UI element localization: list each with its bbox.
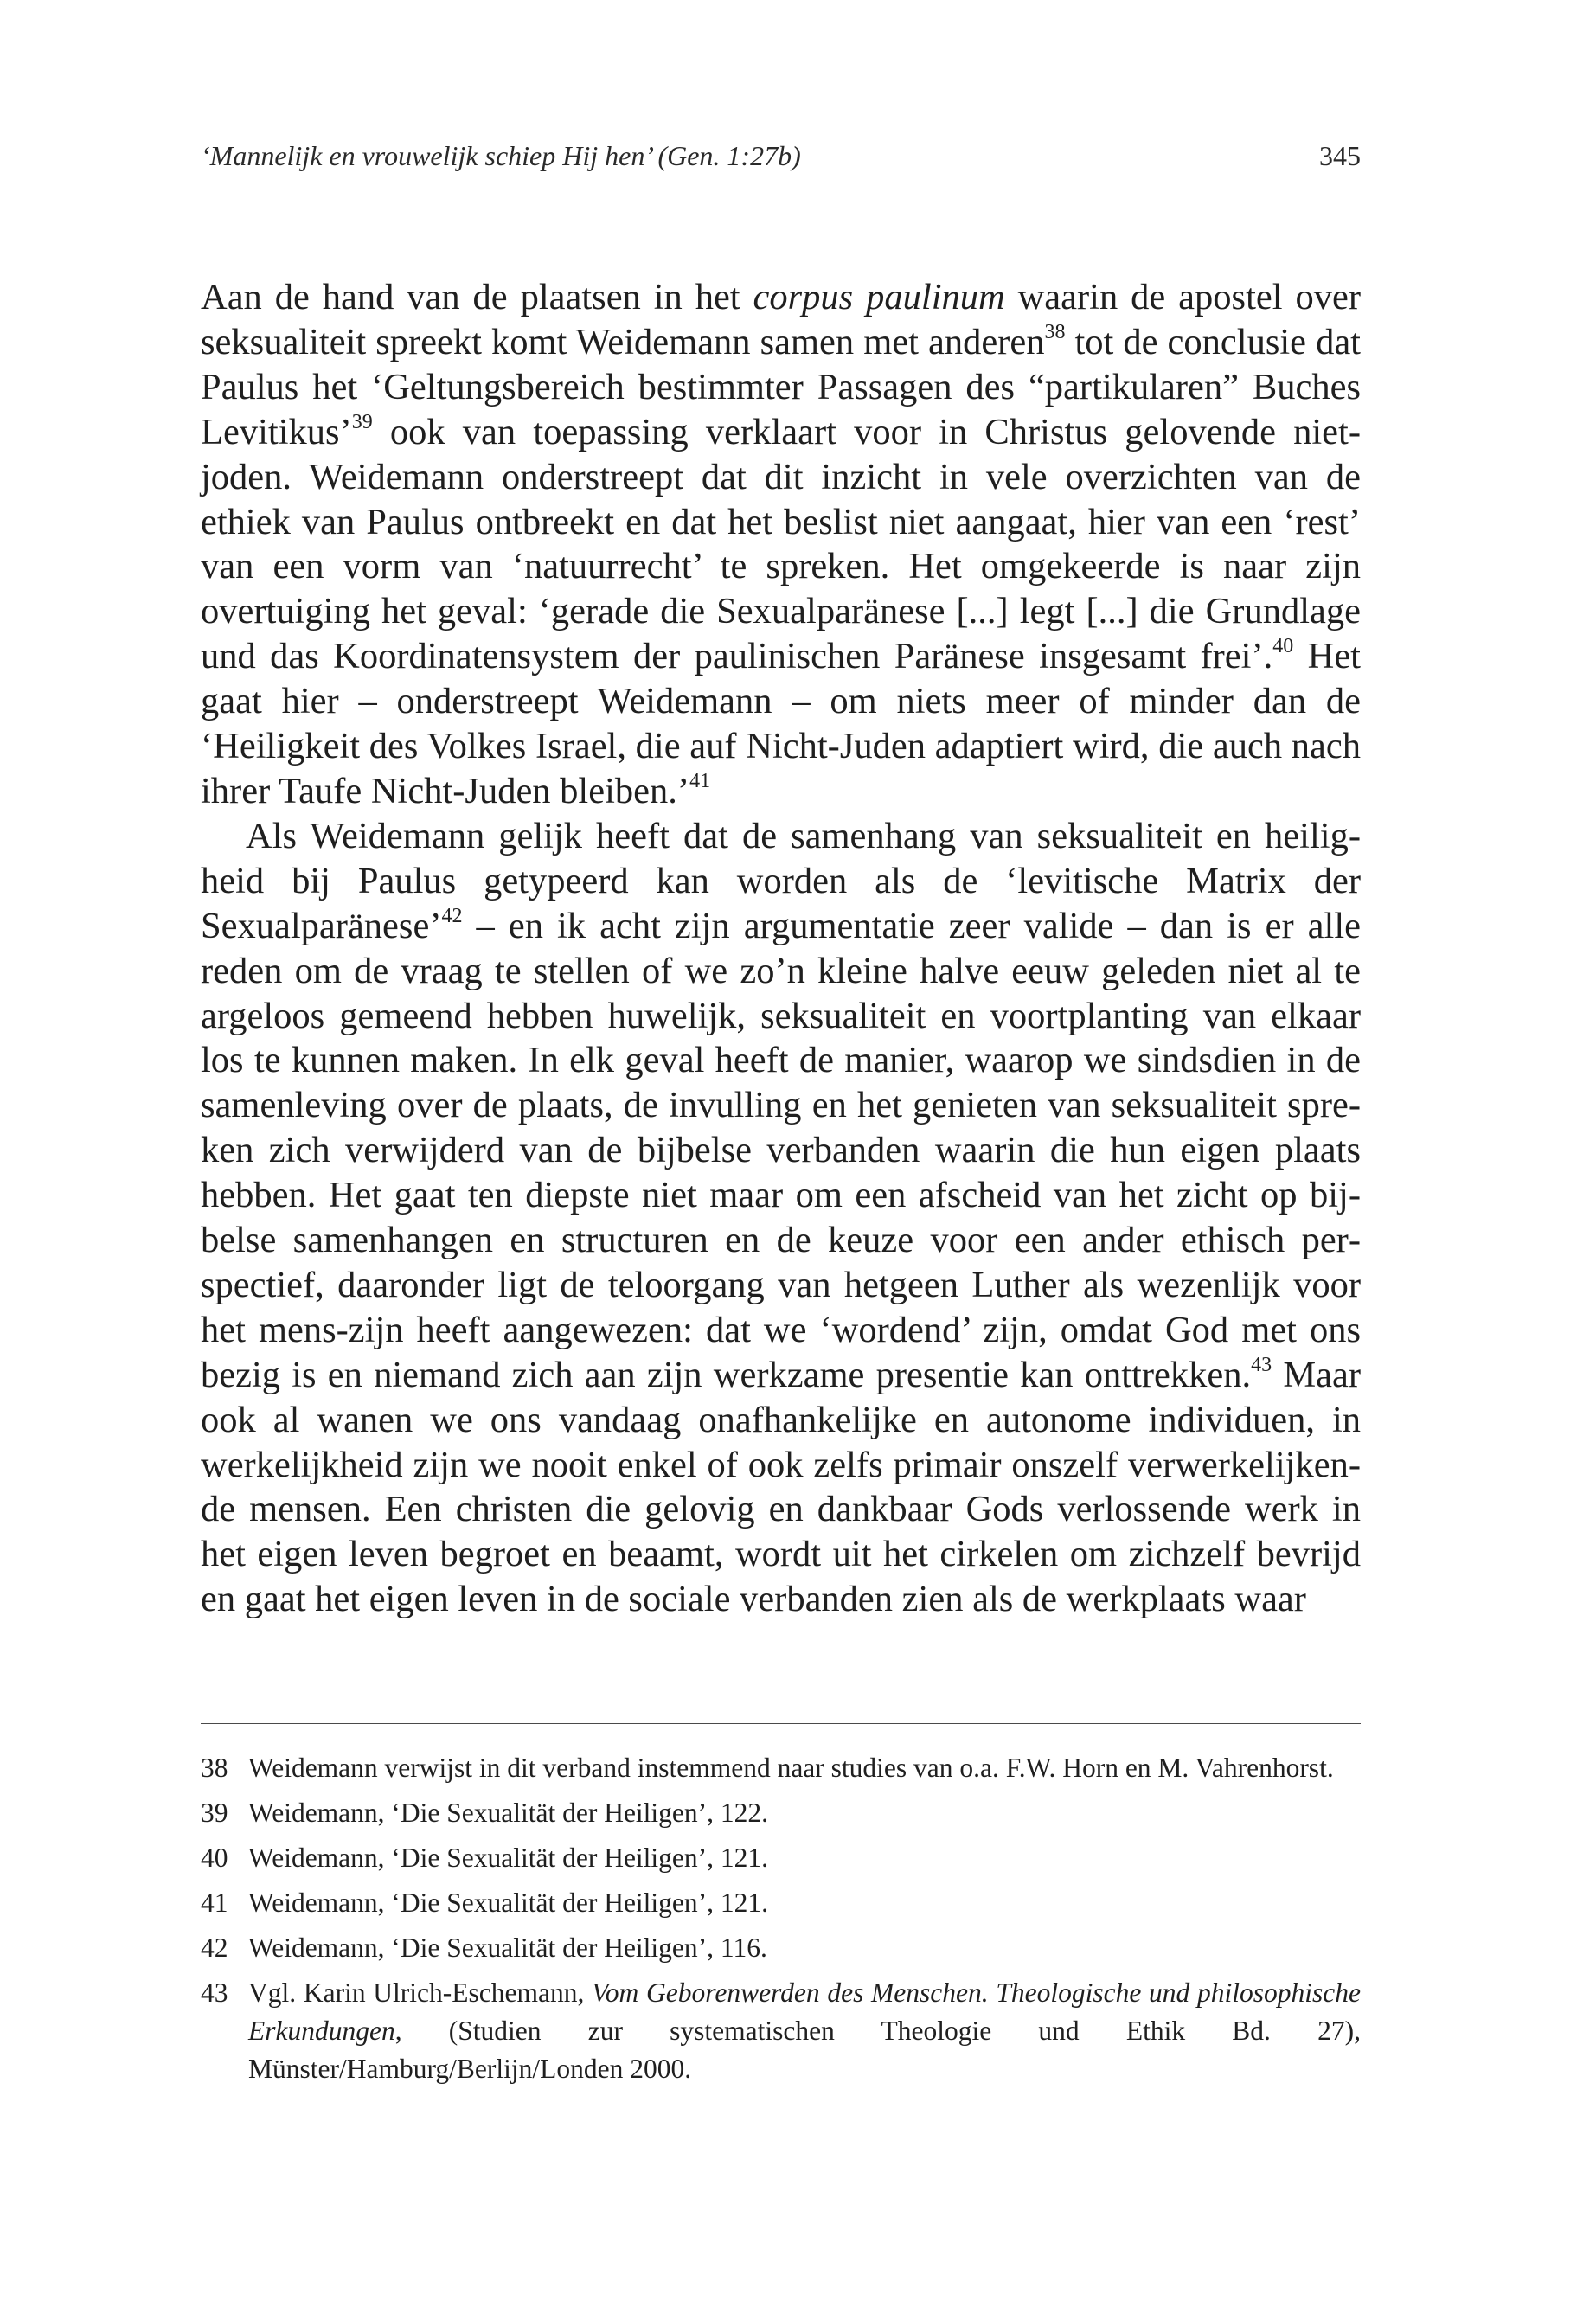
footnote-reference: 39 [351,410,373,433]
text-run: Maar ook al wanen we ons vandaag onafhankelijke en autonome individuen, in werkelijkheid zijn we nooit enkel of ook zelfs primair onszelf verwerkelijkende mensen. Een christen die gelovig en dankbaar Gods verlossende werk in het eigen leven begroet en beaamt, wordt uit het cirkelen om zichzelf bevrijd en gaat het eigen leven in de sociale verbanden zien als de werkplaats waar [201,1354,1361,1620]
footnote [201,1794,1361,1832]
footnote-text [248,1839,1361,1877]
footnote [201,1749,1361,1787]
text-run: , (Studien zur systematischen Theologie und Ethik Bd. 27), Münster/Hamburg/Berlijn/Londen 2000. [248,2016,1361,2084]
footnote-reference: 43 [1251,1353,1272,1376]
footnote [201,1929,1361,1967]
page-number: 345 [1319,140,1361,171]
footnotes [201,1749,1361,2095]
footnote-number: 39 [201,1798,228,1828]
text-run: ook van toepassing verklaart voor in Christus gelovende niet-joden. Weidemann onderstreept dat dit inzicht in vele overzichten van de ethiek van Paulus ontbreekt en dat het beslist niet aangaat, hier van een ‘rest’ van een vorm van ‘natuurrecht’ te spreken. Het omgekeerde is naar zijn overtuiging het geval: ‘gerade die Sexualparänese [...] legt [...] die Grundlage und das Koordinatensystem der paulinischen Paränese insgesamt frei’. [201,411,1361,677]
text-run: – en ik acht zijn argumentatie zeer valide – dan is er alle reden om de vraag te stellen of we zo’n kleine halve eeuw geleden niet al te argeloos gemeend hebben huwelijk, seksualiteit en voortplanting van elkaar los te kunnen maken. In elk geval heeft de manier, waarop we sindsdien in de samenleving over de plaats, de invulling en het genieten van seksualiteit spreken zich verwijderd van de bijbelse verbanden waarin die hun eigen plaats hebben. Het gaat ten diepste niet maar om een afscheid van het zicht op bijbelse samenhangen en structuren en de keuze voor een ander ethisch perspectief, daaronder ligt de teloorgang van hetgeen Luther als wezenlijk voor het mens-zijn heeft aangewezen: dat we ‘wordend’ zijn, omdat God met ons bezig is en niemand zich aan zijn werkzame presentie kan onttrekken. [201,905,1361,1395]
text-run: tot de conclusie dat Paulus het ‘Geltungsbereich bestimmter Passagen des “partikularen” Buches Levitikus’ [201,321,1361,452]
footnote-reference: 38 [1044,320,1066,343]
footnote [201,1974,1361,2088]
footnote-separator [201,1723,1361,1724]
footnote-number: 38 [201,1753,228,1783]
running-head-title: ‘Mannelijk en vrouwelijk schiep Hij hen’ (Gen. 1:27b) [201,140,801,171]
footnote-number: 43 [201,1977,228,2008]
footnote-number: 42 [201,1932,228,1963]
text-run: Weidemann, ‘Die Sexualität der Heiligen’, 116. [248,1932,767,1963]
footnote-text [248,1929,1361,1967]
footnote-reference: 42 [441,904,463,927]
footnote [201,1839,1361,1877]
running-head [201,140,1361,172]
text-run: Weidemann, ‘Die Sexualität der Heiligen’, 122. [248,1798,769,1828]
paragraph [201,814,1361,1622]
footnote-reference: 41 [689,769,711,792]
italic-text: corpus paulinum [753,277,1005,317]
footnote [201,1884,1361,1922]
footnote-reference: 40 [1272,635,1294,658]
text-run: Weidemann, ‘Die Sexualität der Heiligen’, 121. [248,1843,769,1873]
footnote-number: 40 [201,1843,228,1873]
text-run: Weidemann, ‘Die Sexualität der Heiligen’, 121. [248,1888,769,1918]
body-text [201,275,1361,1622]
italic-text: Vom Geborenwerden des Menschen. Theologische und philosophische Erkundungen [248,1977,1361,2046]
text-run: Vgl. Karin Ulrich-Eschemann, [248,1977,593,2008]
footnote-text [248,1884,1361,1922]
text-run: waarin de apostel over seksualiteit spreekt komt Weidemann samen met anderen [201,277,1361,362]
text-run: Als Weidemann gelijk heeft dat de samenhang van seksualiteit en heiligheid bij Paulus getypeerd kan worden als de ‘levitische Matrix der Sexualparänese’ [201,815,1361,946]
footnote-text [248,1794,1361,1832]
text-run: Aan de hand van de plaatsen in het [201,277,753,317]
footnote-number: 41 [201,1888,228,1918]
footnote-text [248,1749,1361,1787]
footnote-text [248,1974,1361,2088]
text-run: Weidemann verwijst in dit verband instemmend naar studies van o.a. F.W. Horn en M. Vahrenhorst. [248,1753,1334,1783]
paragraph [201,275,1361,814]
text-run: Het gaat hier – onderstreept Weidemann – om niets meer of minder dan de ‘Heiligkeit des Volkes Israel, die auf Nicht-Juden adaptiert wird, die auch nach ihrer Taufe Nicht-Juden bleiben.’ [201,636,1361,811]
